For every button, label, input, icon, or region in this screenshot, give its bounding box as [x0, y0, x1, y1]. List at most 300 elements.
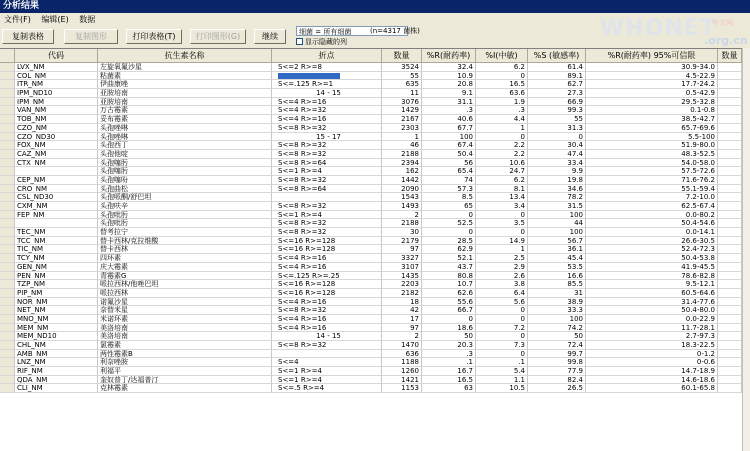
table-row[interactable]	[0, 358, 750, 367]
table-row[interactable]	[0, 384, 750, 393]
cell-count-2[interactable]	[718, 384, 742, 393]
cell-antibiotic-name[interactable]: 氯霉素	[98, 341, 272, 350]
cell-count[interactable]: 2188	[382, 219, 422, 228]
cell-code[interactable]: RIF_NM	[15, 367, 98, 376]
cell-breakpoints[interactable]: 14 - 15	[272, 332, 382, 341]
cell-count[interactable]: 1470	[382, 341, 422, 350]
cell-pct-i[interactable]: 3.8	[476, 280, 528, 289]
cell-count-2[interactable]	[718, 376, 742, 385]
row-selector[interactable]	[0, 176, 15, 185]
col-header-pct-s[interactable]: %S (敏感率)	[528, 49, 586, 63]
table-row[interactable]	[0, 306, 750, 315]
col-header-ci[interactable]: %R(耐药率) 95%可信限	[586, 49, 718, 63]
cell-pct-i[interactable]: 1	[476, 124, 528, 133]
cell-pct-s[interactable]: 56.7	[528, 237, 586, 246]
cell-antibiotic-name[interactable]: 头孢唑啉	[98, 133, 272, 142]
table-row[interactable]	[0, 185, 750, 194]
cell-count-2[interactable]	[718, 272, 742, 281]
cell-count[interactable]: 3107	[382, 263, 422, 272]
row-selector[interactable]	[0, 245, 15, 254]
cell-breakpoints[interactable]: S<=8 R>=32	[272, 141, 382, 150]
cell-breakpoints[interactable]: S<=8 R>=32	[272, 124, 382, 133]
table-row[interactable]	[0, 98, 750, 107]
table-row[interactable]	[0, 72, 750, 81]
cell-pct-i[interactable]: 13.4	[476, 193, 528, 202]
cell-count-2[interactable]	[718, 167, 742, 176]
cell-count[interactable]: 1442	[382, 176, 422, 185]
cell-pct-i[interactable]: 63.6	[476, 89, 528, 98]
cell-pct-s[interactable]: 99.8	[528, 358, 586, 367]
cell-pct-s[interactable]: 72.4	[528, 341, 586, 350]
cell-count-2[interactable]	[718, 211, 742, 220]
cell-pct-r[interactable]: 65	[422, 202, 476, 211]
cell-pct-r[interactable]: 28.5	[422, 237, 476, 246]
cell-count-2[interactable]	[718, 341, 742, 350]
cell-ci[interactable]: 50.4-53.8	[586, 254, 718, 263]
table-row[interactable]	[0, 237, 750, 246]
cell-antibiotic-name[interactable]: 哌拉西林	[98, 289, 272, 298]
cell-antibiotic-name[interactable]: 粘菌素	[98, 72, 272, 81]
cell-pct-r[interactable]: 9.1	[422, 89, 476, 98]
cell-pct-s[interactable]: 78.2	[528, 193, 586, 202]
cell-pct-s[interactable]: 33.3	[528, 306, 586, 315]
cell-ci[interactable]: 0.0-80.2	[586, 211, 718, 220]
row-selector[interactable]	[0, 159, 15, 168]
cell-pct-i[interactable]: 0	[476, 133, 528, 142]
cell-code[interactable]: NET_NM	[15, 306, 98, 315]
cell-ci[interactable]: 14.7-18.9	[586, 367, 718, 376]
cell-count-2[interactable]	[718, 150, 742, 159]
menu-data[interactable]: 数据	[79, 15, 96, 24]
cell-count-2[interactable]	[718, 185, 742, 194]
cell-pct-i[interactable]: 3.5	[476, 219, 528, 228]
cell-ci[interactable]: 55.1-59.4	[586, 185, 718, 194]
cell-ci[interactable]: 18.3-22.5	[586, 341, 718, 350]
cell-count[interactable]: 635	[382, 80, 422, 89]
cell-code[interactable]: VAN_NM	[15, 106, 98, 115]
cell-pct-r[interactable]: 20.3	[422, 341, 476, 350]
row-selector[interactable]	[0, 133, 15, 142]
cell-antibiotic-name[interactable]: 头孢吡肟	[98, 219, 272, 228]
cell-ci[interactable]: 38.5-42.7	[586, 115, 718, 124]
cell-pct-i[interactable]: 0	[476, 315, 528, 324]
row-selector[interactable]	[0, 358, 15, 367]
cell-pct-r[interactable]: 50.4	[422, 150, 476, 159]
cell-count[interactable]: 3076	[382, 98, 422, 107]
cell-antibiotic-name[interactable]: 庆大霉素	[98, 263, 272, 272]
table-row[interactable]	[0, 254, 750, 263]
row-selector[interactable]	[0, 254, 15, 263]
table-row[interactable]	[0, 115, 750, 124]
cell-ci[interactable]: 14.6-18.6	[586, 376, 718, 385]
cell-pct-r[interactable]: 100	[422, 133, 476, 142]
cell-pct-r[interactable]: 50	[422, 332, 476, 341]
cell-pct-i[interactable]: 2.9	[476, 263, 528, 272]
cell-pct-s[interactable]: 19.8	[528, 176, 586, 185]
cell-pct-r[interactable]: 18.6	[422, 324, 476, 333]
cell-count-2[interactable]	[718, 202, 742, 211]
cell-count-2[interactable]	[718, 263, 742, 272]
cell-count[interactable]: 55	[382, 72, 422, 81]
cell-count-2[interactable]	[718, 306, 742, 315]
row-selector[interactable]	[0, 263, 15, 272]
cell-pct-s[interactable]: 31.3	[528, 124, 586, 133]
cell-pct-s[interactable]: 50	[528, 332, 586, 341]
cell-pct-s[interactable]: 33.4	[528, 159, 586, 168]
table-row[interactable]	[0, 341, 750, 350]
cell-antibiotic-name[interactable]: 头孢噻吩	[98, 176, 272, 185]
table-row[interactable]	[0, 141, 750, 150]
cell-code[interactable]: NOR_NM	[15, 298, 98, 307]
cell-pct-r[interactable]: .3	[422, 350, 476, 359]
row-selector[interactable]	[0, 237, 15, 246]
cell-breakpoints[interactable]: S<=8 R>=32	[272, 219, 382, 228]
cell-pct-s[interactable]: 89.1	[528, 72, 586, 81]
cell-pct-r[interactable]: 10.7	[422, 280, 476, 289]
col-header-pct-r[interactable]: %R(耐药率)	[422, 49, 476, 63]
cell-antibiotic-name[interactable]: 米诺环素	[98, 315, 272, 324]
row-selector[interactable]	[0, 315, 15, 324]
cell-pct-r[interactable]: 20.8	[422, 80, 476, 89]
cell-antibiotic-name[interactable]: 万古霉素	[98, 106, 272, 115]
cell-count-2[interactable]	[718, 80, 742, 89]
cell-breakpoints[interactable]	[272, 72, 382, 81]
cell-pct-s[interactable]: 100	[528, 315, 586, 324]
cell-code[interactable]: CAZ_NM	[15, 150, 98, 159]
cell-count-2[interactable]	[718, 315, 742, 324]
table-row[interactable]	[0, 219, 750, 228]
table-row[interactable]	[0, 167, 750, 176]
cell-antibiotic-name[interactable]: 奈替米星	[98, 306, 272, 315]
row-selector[interactable]	[0, 63, 15, 72]
cell-pct-s[interactable]: 36.1	[528, 245, 586, 254]
cell-ci[interactable]: 30.9-34.0	[586, 63, 718, 72]
cell-count-2[interactable]	[718, 219, 742, 228]
cell-pct-r[interactable]: 43.7	[422, 263, 476, 272]
cell-breakpoints[interactable]: S<=4 R>=16	[272, 115, 382, 124]
cell-code[interactable]: MEM_ND10	[15, 332, 98, 341]
cell-count[interactable]: 1543	[382, 193, 422, 202]
table-row[interactable]	[0, 376, 750, 385]
cell-count-2[interactable]	[718, 367, 742, 376]
row-selector[interactable]	[0, 89, 15, 98]
row-selector[interactable]	[0, 324, 15, 333]
cell-code[interactable]: CTX_NM	[15, 159, 98, 168]
cell-code[interactable]: GEN_NM	[15, 263, 98, 272]
checkbox-box[interactable]	[296, 38, 303, 45]
cell-antibiotic-name[interactable]: 替考拉宁	[98, 228, 272, 237]
cell-count-2[interactable]	[718, 237, 742, 246]
cell-pct-i[interactable]: 6.2	[476, 176, 528, 185]
cell-antibiotic-name[interactable]: 哌拉西林/他唑巴坦	[98, 280, 272, 289]
cell-antibiotic-name[interactable]: 头孢西丁	[98, 141, 272, 150]
cell-pct-s[interactable]: 55	[528, 115, 586, 124]
cell-breakpoints[interactable]: S<=8 R>=64	[272, 185, 382, 194]
cell-code[interactable]: CXM_NM	[15, 202, 98, 211]
cell-antibiotic-name[interactable]: 利福平	[98, 367, 272, 376]
cell-ci[interactable]: 7.2-10.0	[586, 193, 718, 202]
cell-code[interactable]: CLI_NM	[15, 384, 98, 393]
cell-ci[interactable]: 31.4-77.6	[586, 298, 718, 307]
cell-pct-r[interactable]: 10.9	[422, 72, 476, 81]
col-header-count[interactable]: 数量	[382, 49, 422, 63]
cell-pct-s[interactable]: 34.6	[528, 185, 586, 194]
cell-breakpoints[interactable]: S<=4 R>=16	[272, 263, 382, 272]
cell-pct-r[interactable]: 16.7	[422, 367, 476, 376]
cell-code[interactable]: MNO_NM	[15, 315, 98, 324]
cell-pct-s[interactable]: 77.9	[528, 367, 586, 376]
cell-breakpoints[interactable]: S<=.125 R>=.25	[272, 272, 382, 281]
cell-code[interactable]: CZO_ND30	[15, 133, 98, 142]
cell-code[interactable]: AMB_NM	[15, 350, 98, 359]
cell-breakpoints[interactable]: S<=4 R>=16	[272, 98, 382, 107]
cell-count-2[interactable]	[718, 176, 742, 185]
cell-breakpoints[interactable]: S<=8 R>=32	[272, 150, 382, 159]
cell-ci[interactable]: 2.7-97.3	[586, 332, 718, 341]
cell-pct-r[interactable]: 52.5	[422, 219, 476, 228]
cell-breakpoints[interactable]: S<=4 R>=16	[272, 324, 382, 333]
row-selector[interactable]	[0, 115, 15, 124]
row-selector[interactable]	[0, 193, 15, 202]
row-selector[interactable]	[0, 185, 15, 194]
cell-pct-i[interactable]: 2.6	[476, 272, 528, 281]
cell-pct-r[interactable]: 8.5	[422, 193, 476, 202]
table-row[interactable]	[0, 89, 750, 98]
table-row[interactable]	[0, 298, 750, 307]
cell-count-2[interactable]	[718, 133, 742, 142]
cell-count[interactable]: 636	[382, 350, 422, 359]
cell-ci[interactable]: 9.5-12.1	[586, 280, 718, 289]
cell-pct-i[interactable]: 0	[476, 211, 528, 220]
cell-breakpoints[interactable]: S<=4 R>=16	[272, 298, 382, 307]
menu-edit[interactable]: 编辑(E)	[41, 15, 69, 24]
cell-antibiotic-name[interactable]: 头孢哌酮/舒巴坦	[98, 193, 272, 202]
cell-antibiotic-name[interactable]: 利奈唑胺	[98, 358, 272, 367]
cell-pct-i[interactable]: .3	[476, 106, 528, 115]
cell-breakpoints[interactable]: S<=8 R>=32	[272, 341, 382, 350]
cell-ci[interactable]: 71.6-76.2	[586, 176, 718, 185]
cell-count[interactable]: 2394	[382, 159, 422, 168]
cell-code[interactable]: TIC_NM	[15, 245, 98, 254]
cell-count[interactable]: 97	[382, 245, 422, 254]
cell-ci[interactable]: 57.5-72.6	[586, 167, 718, 176]
cell-breakpoints[interactable]: S<=16 R>=128	[272, 289, 382, 298]
cell-pct-s[interactable]: 100	[528, 228, 586, 237]
cell-count[interactable]: 2179	[382, 237, 422, 246]
cell-pct-i[interactable]: 2.2	[476, 141, 528, 150]
cell-breakpoints[interactable]: S<=2 R>=8	[272, 63, 382, 72]
cell-pct-r[interactable]: 80.8	[422, 272, 476, 281]
cell-pct-r[interactable]: 74	[422, 176, 476, 185]
cell-pct-s[interactable]: 38.9	[528, 298, 586, 307]
cell-pct-i[interactable]: 0	[476, 350, 528, 359]
row-selector[interactable]	[0, 72, 15, 81]
cell-ci[interactable]: 41.9-45.5	[586, 263, 718, 272]
table-row[interactable]	[0, 150, 750, 159]
vertical-scrollbar[interactable]	[742, 48, 750, 451]
table-row[interactable]	[0, 211, 750, 220]
cell-pct-i[interactable]: 7.3	[476, 341, 528, 350]
cell-ci[interactable]: 0-1.2	[586, 350, 718, 359]
cell-antibiotic-name[interactable]: 青霉素G	[98, 272, 272, 281]
cell-count[interactable]: 2188	[382, 150, 422, 159]
cell-antibiotic-name[interactable]: 奎奴普丁/达福普汀	[98, 376, 272, 385]
cell-code[interactable]: CEP_NM	[15, 176, 98, 185]
cell-count-2[interactable]	[718, 159, 742, 168]
cell-pct-r[interactable]: 16.5	[422, 376, 476, 385]
table-row[interactable]	[0, 315, 750, 324]
table-row[interactable]	[0, 133, 750, 142]
cell-pct-r[interactable]: 0	[422, 228, 476, 237]
cell-count-2[interactable]	[718, 280, 742, 289]
cell-breakpoints[interactable]: S<=8 R>=32	[272, 228, 382, 237]
cell-count-2[interactable]	[718, 141, 742, 150]
row-selector[interactable]	[0, 289, 15, 298]
table-row[interactable]	[0, 63, 750, 72]
cell-pct-i[interactable]: 24.7	[476, 167, 528, 176]
cell-antibiotic-name[interactable]: 美洛培南	[98, 332, 272, 341]
cell-breakpoints[interactable]: S<=1 R>=4	[272, 211, 382, 220]
row-selector[interactable]	[0, 376, 15, 385]
table-row[interactable]	[0, 272, 750, 281]
cell-antibiotic-name[interactable]: 伊曲康唑	[98, 80, 272, 89]
cell-pct-i[interactable]: 10.6	[476, 159, 528, 168]
row-selector[interactable]	[0, 350, 15, 359]
cell-antibiotic-name[interactable]: 替卡西林	[98, 245, 272, 254]
cell-code[interactable]: TOB_NM	[15, 115, 98, 124]
print-table-button[interactable]: 打印表格(T)	[126, 29, 182, 44]
cell-pct-i[interactable]: 2.5	[476, 254, 528, 263]
cell-antibiotic-name[interactable]: 头孢唑啉	[98, 124, 272, 133]
cell-breakpoints[interactable]: 15 - 17	[272, 133, 382, 142]
cell-breakpoints[interactable]: S<=4	[272, 358, 382, 367]
cell-pct-i[interactable]: 0	[476, 306, 528, 315]
table-row[interactable]	[0, 80, 750, 89]
cell-antibiotic-name[interactable]: 美洛培南	[98, 324, 272, 333]
cell-pct-s[interactable]: 44	[528, 219, 586, 228]
cell-pct-r[interactable]: 32.4	[422, 63, 476, 72]
cell-breakpoints[interactable]: S<=4 R>=16	[272, 315, 382, 324]
cell-pct-i[interactable]: 3.4	[476, 202, 528, 211]
cell-pct-r[interactable]: 0	[422, 315, 476, 324]
cell-code[interactable]: TZP_NM	[15, 280, 98, 289]
cell-count-2[interactable]	[718, 106, 742, 115]
table-row[interactable]	[0, 367, 750, 376]
cell-count[interactable]: 2303	[382, 124, 422, 133]
cell-code[interactable]: MEM_NM	[15, 324, 98, 333]
cell-count[interactable]: 42	[382, 306, 422, 315]
cell-pct-i[interactable]: 4.4	[476, 115, 528, 124]
cell-pct-r[interactable]: 40.6	[422, 115, 476, 124]
cell-count[interactable]: 1429	[382, 106, 422, 115]
row-selector[interactable]	[0, 341, 15, 350]
cell-count-2[interactable]	[718, 63, 742, 72]
cell-pct-s[interactable]: 47.4	[528, 150, 586, 159]
cell-count-2[interactable]	[718, 89, 742, 98]
cell-count-2[interactable]	[718, 358, 742, 367]
row-selector[interactable]	[0, 298, 15, 307]
cell-pct-i[interactable]: 8.1	[476, 185, 528, 194]
cell-breakpoints[interactable]: S<=16 R>=128	[272, 245, 382, 254]
row-selector[interactable]	[0, 80, 15, 89]
cell-count-2[interactable]	[718, 245, 742, 254]
row-selector[interactable]	[0, 124, 15, 133]
cell-pct-r[interactable]: 62.9	[422, 245, 476, 254]
row-selector[interactable]	[0, 306, 15, 315]
cell-count[interactable]: 2	[382, 211, 422, 220]
cell-count[interactable]: 1	[382, 133, 422, 142]
cell-breakpoints[interactable]: S<=.125 R>=1	[272, 80, 382, 89]
cell-code[interactable]: FOX_NM	[15, 141, 98, 150]
copy-table-button[interactable]: 复制表格	[2, 29, 54, 44]
continue-button[interactable]: 继续	[254, 29, 286, 44]
cell-pct-s[interactable]: 61.4	[528, 63, 586, 72]
cell-pct-s[interactable]: 30.4	[528, 141, 586, 150]
cell-code[interactable]	[15, 167, 98, 176]
table-row[interactable]	[0, 106, 750, 115]
cell-count-2[interactable]	[718, 350, 742, 359]
cell-count-2[interactable]	[718, 193, 742, 202]
cell-breakpoints[interactable]: S<=16 R>=128	[272, 237, 382, 246]
cell-ci[interactable]: 17.7-24.2	[586, 80, 718, 89]
cell-pct-i[interactable]: 0	[476, 228, 528, 237]
cell-pct-s[interactable]: 31	[528, 289, 586, 298]
row-selector[interactable]	[0, 228, 15, 237]
cell-pct-s[interactable]: 26.5	[528, 384, 586, 393]
cell-pct-r[interactable]: 0	[422, 211, 476, 220]
cell-antibiotic-name[interactable]: 头孢吡肟	[98, 211, 272, 220]
row-selector[interactable]	[0, 167, 15, 176]
cell-count[interactable]: 2	[382, 332, 422, 341]
cell-pct-r[interactable]: 56	[422, 159, 476, 168]
cell-antibiotic-name[interactable]: 头孢噻肟	[98, 159, 272, 168]
cell-ci[interactable]: 54.0-58.0	[586, 159, 718, 168]
cell-ci[interactable]: 62.5-67.4	[586, 202, 718, 211]
cell-code[interactable]	[15, 219, 98, 228]
row-selector[interactable]	[0, 98, 15, 107]
cell-antibiotic-name[interactable]: 替卡西林/克拉维酸	[98, 237, 272, 246]
cell-count[interactable]: 1153	[382, 384, 422, 393]
cell-breakpoints[interactable]: S<=.5 R>=4	[272, 384, 382, 393]
cell-antibiotic-name[interactable]: 诺氟沙星	[98, 298, 272, 307]
cell-code[interactable]: CHL_NM	[15, 341, 98, 350]
table-row[interactable]	[0, 176, 750, 185]
cell-count[interactable]: 11	[382, 89, 422, 98]
cell-breakpoints[interactable]: S<=1 R>=4	[272, 367, 382, 376]
row-selector[interactable]	[0, 272, 15, 281]
cell-ci[interactable]: 0.0-14.1	[586, 228, 718, 237]
cell-count[interactable]: 2167	[382, 115, 422, 124]
cell-count-2[interactable]	[718, 98, 742, 107]
table-row[interactable]	[0, 350, 750, 359]
cell-count[interactable]: 18	[382, 298, 422, 307]
cell-breakpoints[interactable]: S<=16 R>=128	[272, 280, 382, 289]
cell-pct-i[interactable]: .1	[476, 358, 528, 367]
row-selector[interactable]	[0, 332, 15, 341]
cell-pct-i[interactable]: 0	[476, 332, 528, 341]
col-header-count-2[interactable]: 数量	[718, 49, 742, 63]
cell-code[interactable]: CZO_NM	[15, 124, 98, 133]
cell-code[interactable]: IPM_NM	[15, 98, 98, 107]
cell-antibiotic-name[interactable]: 头孢曲松	[98, 185, 272, 194]
cell-pct-i[interactable]: 1	[476, 245, 528, 254]
cell-pct-r[interactable]: 67.7	[422, 124, 476, 133]
cell-pct-r[interactable]: 66.7	[422, 306, 476, 315]
cell-ci[interactable]: 0.1-0.8	[586, 106, 718, 115]
cell-code[interactable]: TCC_NM	[15, 237, 98, 246]
cell-code[interactable]: CSL_ND30	[15, 193, 98, 202]
cell-code[interactable]: COL_NM	[15, 72, 98, 81]
